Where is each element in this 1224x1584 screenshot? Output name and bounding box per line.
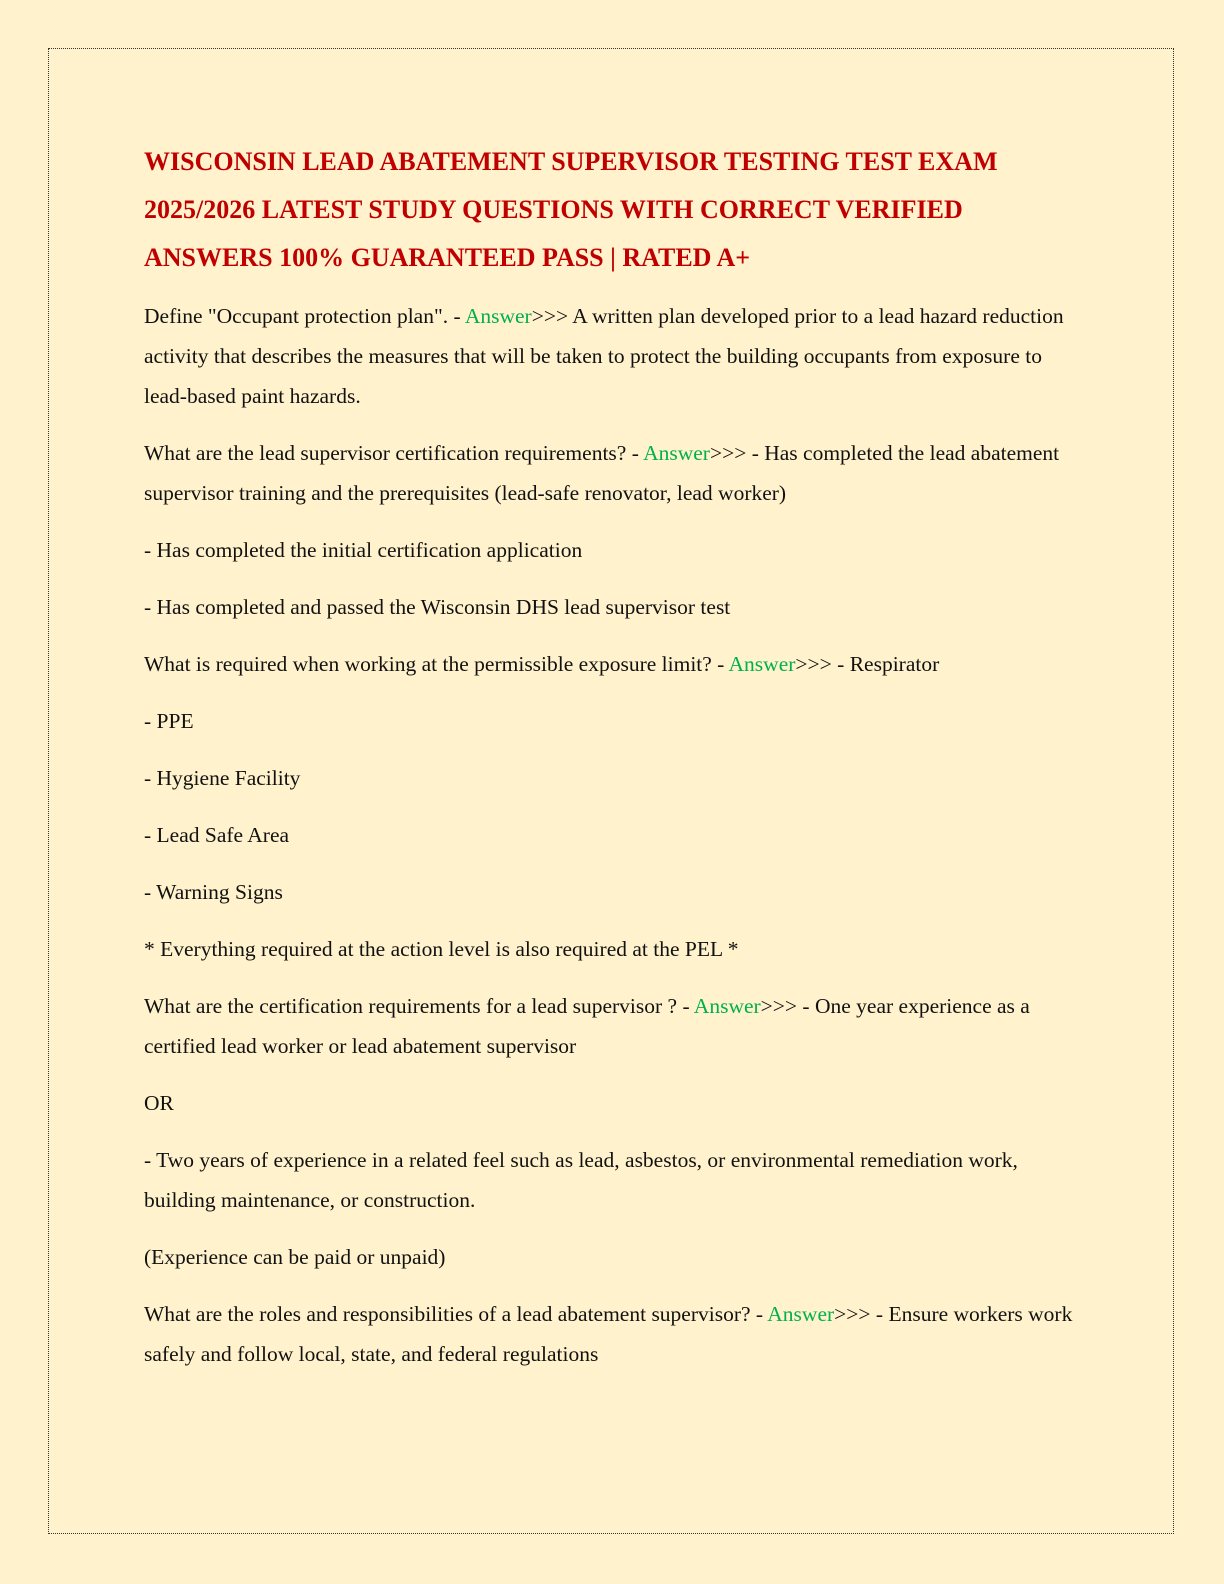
question-text: Define "Occupant protection plan". - [144,304,465,328]
answer-label: Answer [643,441,710,465]
question-text: What are the certification requirements for a lead supervisor ? - [144,994,694,1018]
answer-text: >>> - Ensure workers work safely and follow local, state, and federal regulations [144,1302,1073,1366]
answer-text: >>> - Has completed the lead abatement supervisor training and the prerequisites (lead-safe renovator, lead worker) [144,441,1060,505]
note-text: * Everything required at the action level is also required at the PEL * [144,937,739,961]
answer-text: >>> A written plan developed prior to a lead hazard reduction activity that describes the measures that will be taken to protect the building occupants from exposure to lead-based paint hazards. [144,304,1064,408]
qa-paragraph [144,644,1074,684]
answer-text: >>> - One year experience as a certified lead worker or lead abatement supervisor [144,994,1030,1058]
answer-label: Answer [767,1302,835,1326]
qa-paragraph [144,433,1074,513]
question-text: What is required when working at the permissible exposure limit? - [144,652,729,676]
list-item: - Lead Safe Area [144,823,290,847]
separator-text: OR [144,1091,174,1115]
list-item: - Hygiene Facility [144,766,301,790]
list-item: - Two years of experience in a related feel such as lead, asbestos, or environmental remediation work, building maintenance, or construction. [144,1148,1018,1212]
document-title: WISCONSIN LEAD ABATEMENT SUPERVISOR TESTING TEST EXAM 2025/2026 LATEST STUDY QUESTIONS WITH CORRECT VERIFIED ANSWERS 100% GUARANTEED PASS | RATED A+ [144,147,998,272]
qa-paragraph [144,1294,1074,1374]
answer-text: >>> - Respirator [795,652,940,676]
qa-paragraph [144,296,1074,416]
list-item: - Warning Signs [144,880,283,904]
list-item: - Has completed and passed the Wisconsin DHS lead supervisor test [144,595,731,619]
note-text: (Experience can be paid or unpaid) [144,1245,446,1269]
answer-label: Answer [693,994,761,1018]
list-item: - PPE [144,709,194,733]
answer-label: Answer [728,652,796,676]
answer-label: Answer [464,304,532,328]
qa-paragraph [144,986,1074,1066]
list-item: - Has completed the initial certification application [144,538,583,562]
document-body [144,138,1074,1391]
question-text: What are the lead supervisor certification requirements? - [144,441,644,465]
question-text: What are the roles and responsibilities of a lead abatement supervisor? - [144,1302,768,1326]
